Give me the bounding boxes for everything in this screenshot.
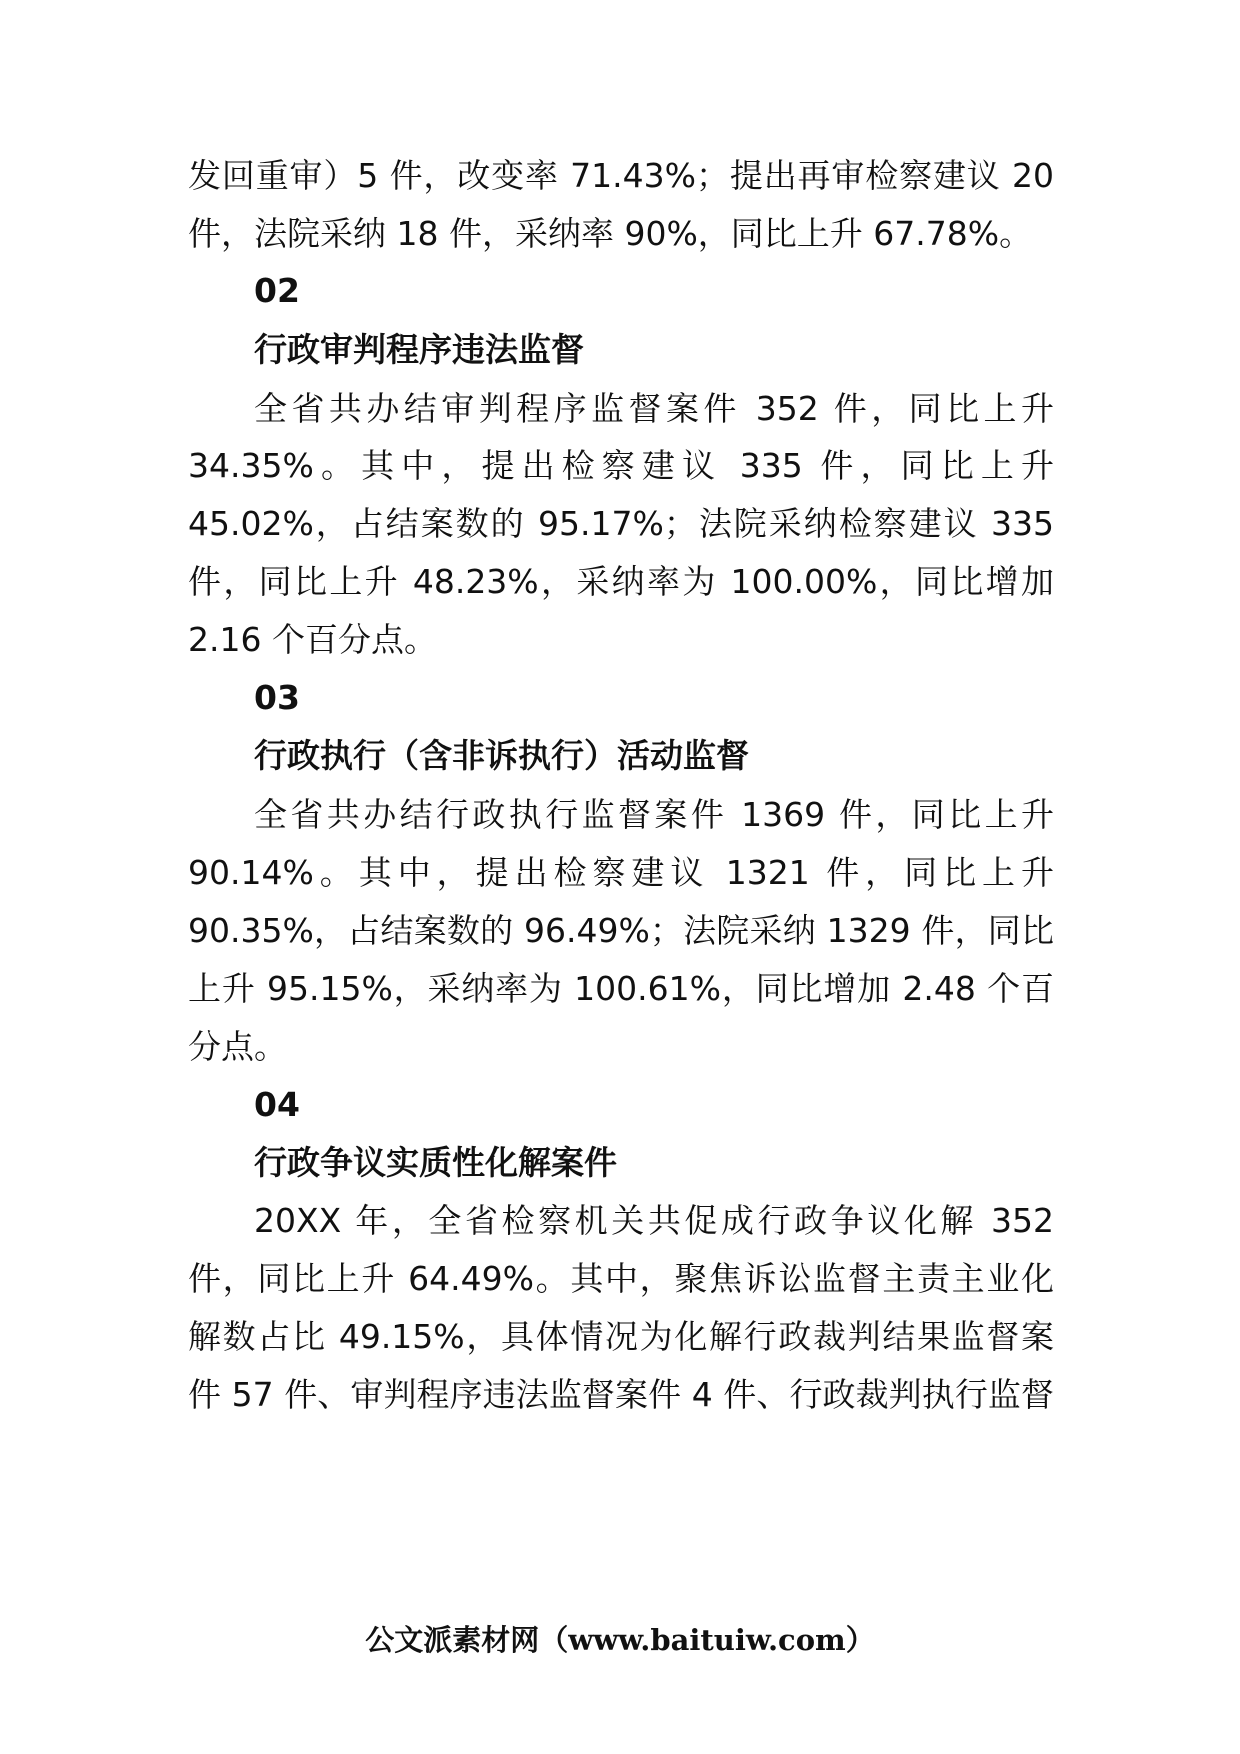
paragraph-line: 件，同比上升 64.49%。其中，聚焦诉讼监督主责主业化 <box>188 1259 1054 1298</box>
footer-source: 公文派素材网（www.baituiw.com） <box>365 1623 875 1657</box>
paragraph-line: 件 57 件、审判程序违法监督案件 4 件、行政裁判执行监督 <box>188 1375 1054 1414</box>
paragraph-line: 2.16 个百分点。 <box>188 620 437 659</box>
paragraph-line: 解数占比 49.15%，具体情况为化解行政裁判结果监督案 <box>188 1317 1054 1356</box>
section-title: 行政执行（含非诉执行）活动监督 <box>254 736 749 775</box>
section-title: 行政审判程序违法监督 <box>254 330 584 369</box>
section-title: 行政争议实质性化解案件 <box>254 1143 617 1182</box>
paragraph-line: 90.35%，占结案数的 96.49%；法院采纳 1329 件，同比 <box>188 911 1054 950</box>
section-number: 03 <box>254 678 300 717</box>
paragraph-line: 34.35%。其中，提出检察建议 335 件，同比上升 <box>188 446 1054 485</box>
paragraph-line: 分点。 <box>188 1027 287 1066</box>
paragraph-line: 发回重审）5 件，改变率 71.43%；提出再审检察建议 20 <box>188 156 1054 195</box>
paragraph-line: 90.14%。其中，提出检察建议 1321 件，同比上升 <box>188 853 1054 892</box>
paragraph-line: 20XX 年，全省检察机关共促成行政争议化解 352 <box>254 1201 1054 1240</box>
paragraph-line: 全省共办结行政执行监督案件 1369 件，同比上升 <box>254 795 1054 834</box>
paragraph-line: 上升 95.15%，采纳率为 100.61%，同比增加 2.48 个百 <box>188 969 1054 1008</box>
section-number: 02 <box>254 271 300 310</box>
paragraph-line: 件，同比上升 48.23%，采纳率为 100.00%，同比增加 <box>188 562 1054 601</box>
paragraph-line: 全省共办结审判程序监督案件 352 件，同比上升 <box>254 389 1054 428</box>
paragraph-line: 45.02%，占结案数的 95.17%；法院采纳检察建议 335 <box>188 504 1054 543</box>
paragraph-line: 件，法院采纳 18 件，采纳率 90%，同比上升 67.78%。 <box>188 214 1033 253</box>
section-number: 04 <box>254 1085 300 1124</box>
